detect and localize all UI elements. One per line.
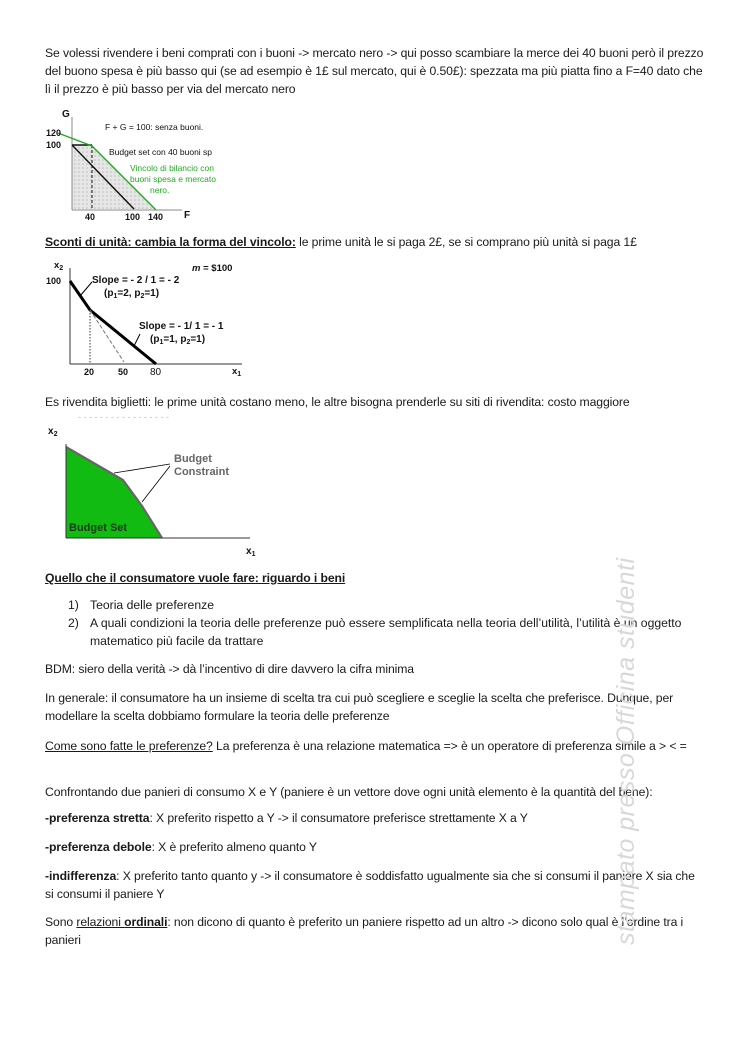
svg-text:- - - - - - - - - - - - - - -: - - - - - - - - - - - - - - - - -: [78, 414, 169, 422]
x-axis-label: $x_1$: [232, 366, 242, 378]
budget-set-label: Budget Set: [69, 522, 128, 534]
slope2-label: Slope = - 1/ 1 = - 1: [139, 321, 224, 332]
label-green-1: Vincolo di bilancio con: [130, 163, 214, 173]
label-no-vouchers: F + G = 100: senza buoni.: [105, 122, 204, 132]
x-tick-100: 100: [125, 212, 141, 222]
paragraph-unit-discounts: Sconti di unità: cambia la forma del vincolo: le prime unità le si paga 2£, se si comprano più unità si paga 1£: [45, 235, 637, 249]
paragraph-baskets: Confrontando due panieri di consumo X e Y (paniere è un vettore dove ogni unità elemento è la quantità del bene):: [45, 785, 653, 799]
y-axis-label: G: [62, 109, 70, 120]
prices2-label: ($p_1=1$, $p_2=1$): [150, 334, 206, 346]
slope1-label: Slope = - 2 / 1 = - 2: [92, 275, 180, 286]
constraint-label-1: Budget: [174, 453, 212, 465]
document-page: Se volessi rivendere i beni comprati con i buoni -> mercato nero -> qui posso scambiare la merce dei 40 buoni però il prezzo del buono spesa è più basso qui (se ad esempio è 1£ sul mercato, qui è 0.50£): spezzata ma più piatta fino a F=40 dato che lì il prezzo è più basso per via del mercato nero G 120 100 40 100 140 F F + G = 100: senza buoni. Budget set con 40 buoni sp Vincolo di bilancio con buoni spesa e mercato nero. Sconti di unità: cambia la forma del vincolo: le prime unità le si paga 2£, se si comprano più unità si paga 1£ $x_2$ 100 20 50 80 $x_1$ m = $100 Slope = - 2 / 1 = - 2 ($p_1=2$, $p_2=1$) Slope = - 1/ 1 = - 1 ($p_1=1$, $p_2=1$) Es rivendita biglietti: le prime unità costano meno, le altre bisogna prenderle su siti di rivendita: costo maggiore - - - - - - - - - - - - - - - - - $x_2$ $x_1$ Budget Constraint Budget Set Quello che il consumatore vuole fare: riguardo i beni 1) Teoria delle preferenze 2) A quali condizioni la teoria delle preferenze può essere semplificata nella teoria dell’utilità, l’utilità è un oggetto matematico più facile da trattare BDM: siero della verità -> dà l’incentivo di dire davvero la cifra minima In generale: il consumatore ha un insieme di scelta tra cui può scegliere e sceglie la scelta che preferisce. Dunque, per modellare la scelta dobbiamo formulare la teoria delle preferenze Come sono fatte le preferenze? La preferenza è una relazione matematica => è un operatore di preferenza simile a > < = Confrontando due panieri di consumo X e Y (paniere è un vettore dove ogni unità elemento è la quantità del bene): -preferenza stretta: X preferito rispetto a Y -> il consumatore preferisce strettamente X a Y -preferenza debole: X è preferito almeno quanto Y -indifferenza: X preferito tanto quanto y -> il consumatore è soddisfatto ugualmente sia che si consumi il paniere X sia che si consumi il paniere Y Sono relazioni ordinali: non dicono di quanto è preferito un paniere rispetto ad un altro -> dicono solo qual è l’ordine tra i panieri stampato presso Officina studenti: [0, 0, 744, 1052]
figure-budget-set: [42, 414, 272, 559]
y-tick-100: 100: [46, 276, 62, 286]
y-tick-120: 120: [46, 128, 62, 138]
heading-consumer-goals: Quello che il consumatore vuole fare: riguardo i beni: [45, 571, 346, 585]
paragraph-indifference: -indifferenza: X preferito tanto quanto y -> il consumatore è soddisfatto ugualmente sia che si consumi il paniere X sia che si consumi il paniere Y: [45, 869, 695, 901]
x-tick-80: 80: [150, 367, 162, 378]
watermark: stampato presso Officina studenti: [612, 557, 640, 945]
income-label: m = $100: [192, 263, 233, 274]
heading-preferences: Come sono fatte le preferenze?: [45, 739, 213, 753]
y-axis-label: $x_2$: [48, 426, 58, 438]
y-axis-label: $x_2$: [54, 260, 64, 272]
paragraph-bdm: BDM: siero della verità -> dà l’incentivo di dire davvero la cifra minima: [45, 662, 414, 676]
paragraph-general: In generale: il consumatore ha un insieme di scelta tra cui può scegliere e sceglie la scelta che preferisce. Dunque, per modellare la scelta dobbiamo formulare la teoria delle preferenze: [45, 691, 674, 723]
x-tick-40: 40: [85, 212, 96, 222]
heading-unit-discounts: Sconti di unità: cambia la forma del vincolo:: [45, 235, 296, 249]
x-tick-50: 50: [118, 367, 129, 377]
label-green-3: nero.: [150, 185, 170, 195]
x-axis-label: $x_1$: [246, 546, 256, 558]
x-tick-140: 140: [148, 212, 164, 222]
x-tick-20: 20: [84, 367, 95, 377]
paragraph-strict-preference: -preferenza stretta: X preferito rispetto a Y -> il consumatore preferisce strettamente X a Y: [45, 811, 528, 825]
label-budget-set: Budget set con 40 buoni sp: [109, 147, 213, 157]
y-tick-100: 100: [46, 140, 62, 150]
constraint-label-2: Constraint: [174, 466, 229, 478]
dashed-extension: [90, 310, 124, 362]
paragraph-black-market: Se volessi rivendere i beni comprati con i buoni -> mercato nero -> qui posso scambiare la merce dei 40 buoni però il prezzo del buono spesa è più basso qui (se ad esempio è 1£ sul mercato, qui è 0.50£): spezzata ma più piatta fino a F=40 dato che lì il prezzo è più basso per via del mercato nero: [45, 46, 704, 96]
figure-voucher-budget: [42, 103, 242, 225]
paragraph-ordinal: Sono relazioni ordinali: non dicono di quanto è preferito un paniere rispetto ad un altro -> dicono solo qual è l’ordine tra i panieri: [45, 915, 684, 947]
figure-unit-discount: [42, 256, 252, 378]
label-green-2: buoni spesa e mercato: [130, 174, 216, 184]
paragraph-ticket-resale: Es rivendita biglietti: le prime unità costano meno, le altre bisogna prenderle su siti di rivendita: costo maggiore: [45, 395, 630, 409]
prices1-label: ($p_1=2$, $p_2=1$): [104, 288, 160, 300]
x-axis-label: F: [184, 210, 191, 221]
paragraph-weak-preference: -preferenza debole: X è preferito almeno quanto Y: [45, 840, 317, 854]
paragraph-preferences: Come sono fatte le preferenze? La preferenza è una relazione matematica => è un operatore di preferenza simile a > < =: [45, 739, 687, 753]
